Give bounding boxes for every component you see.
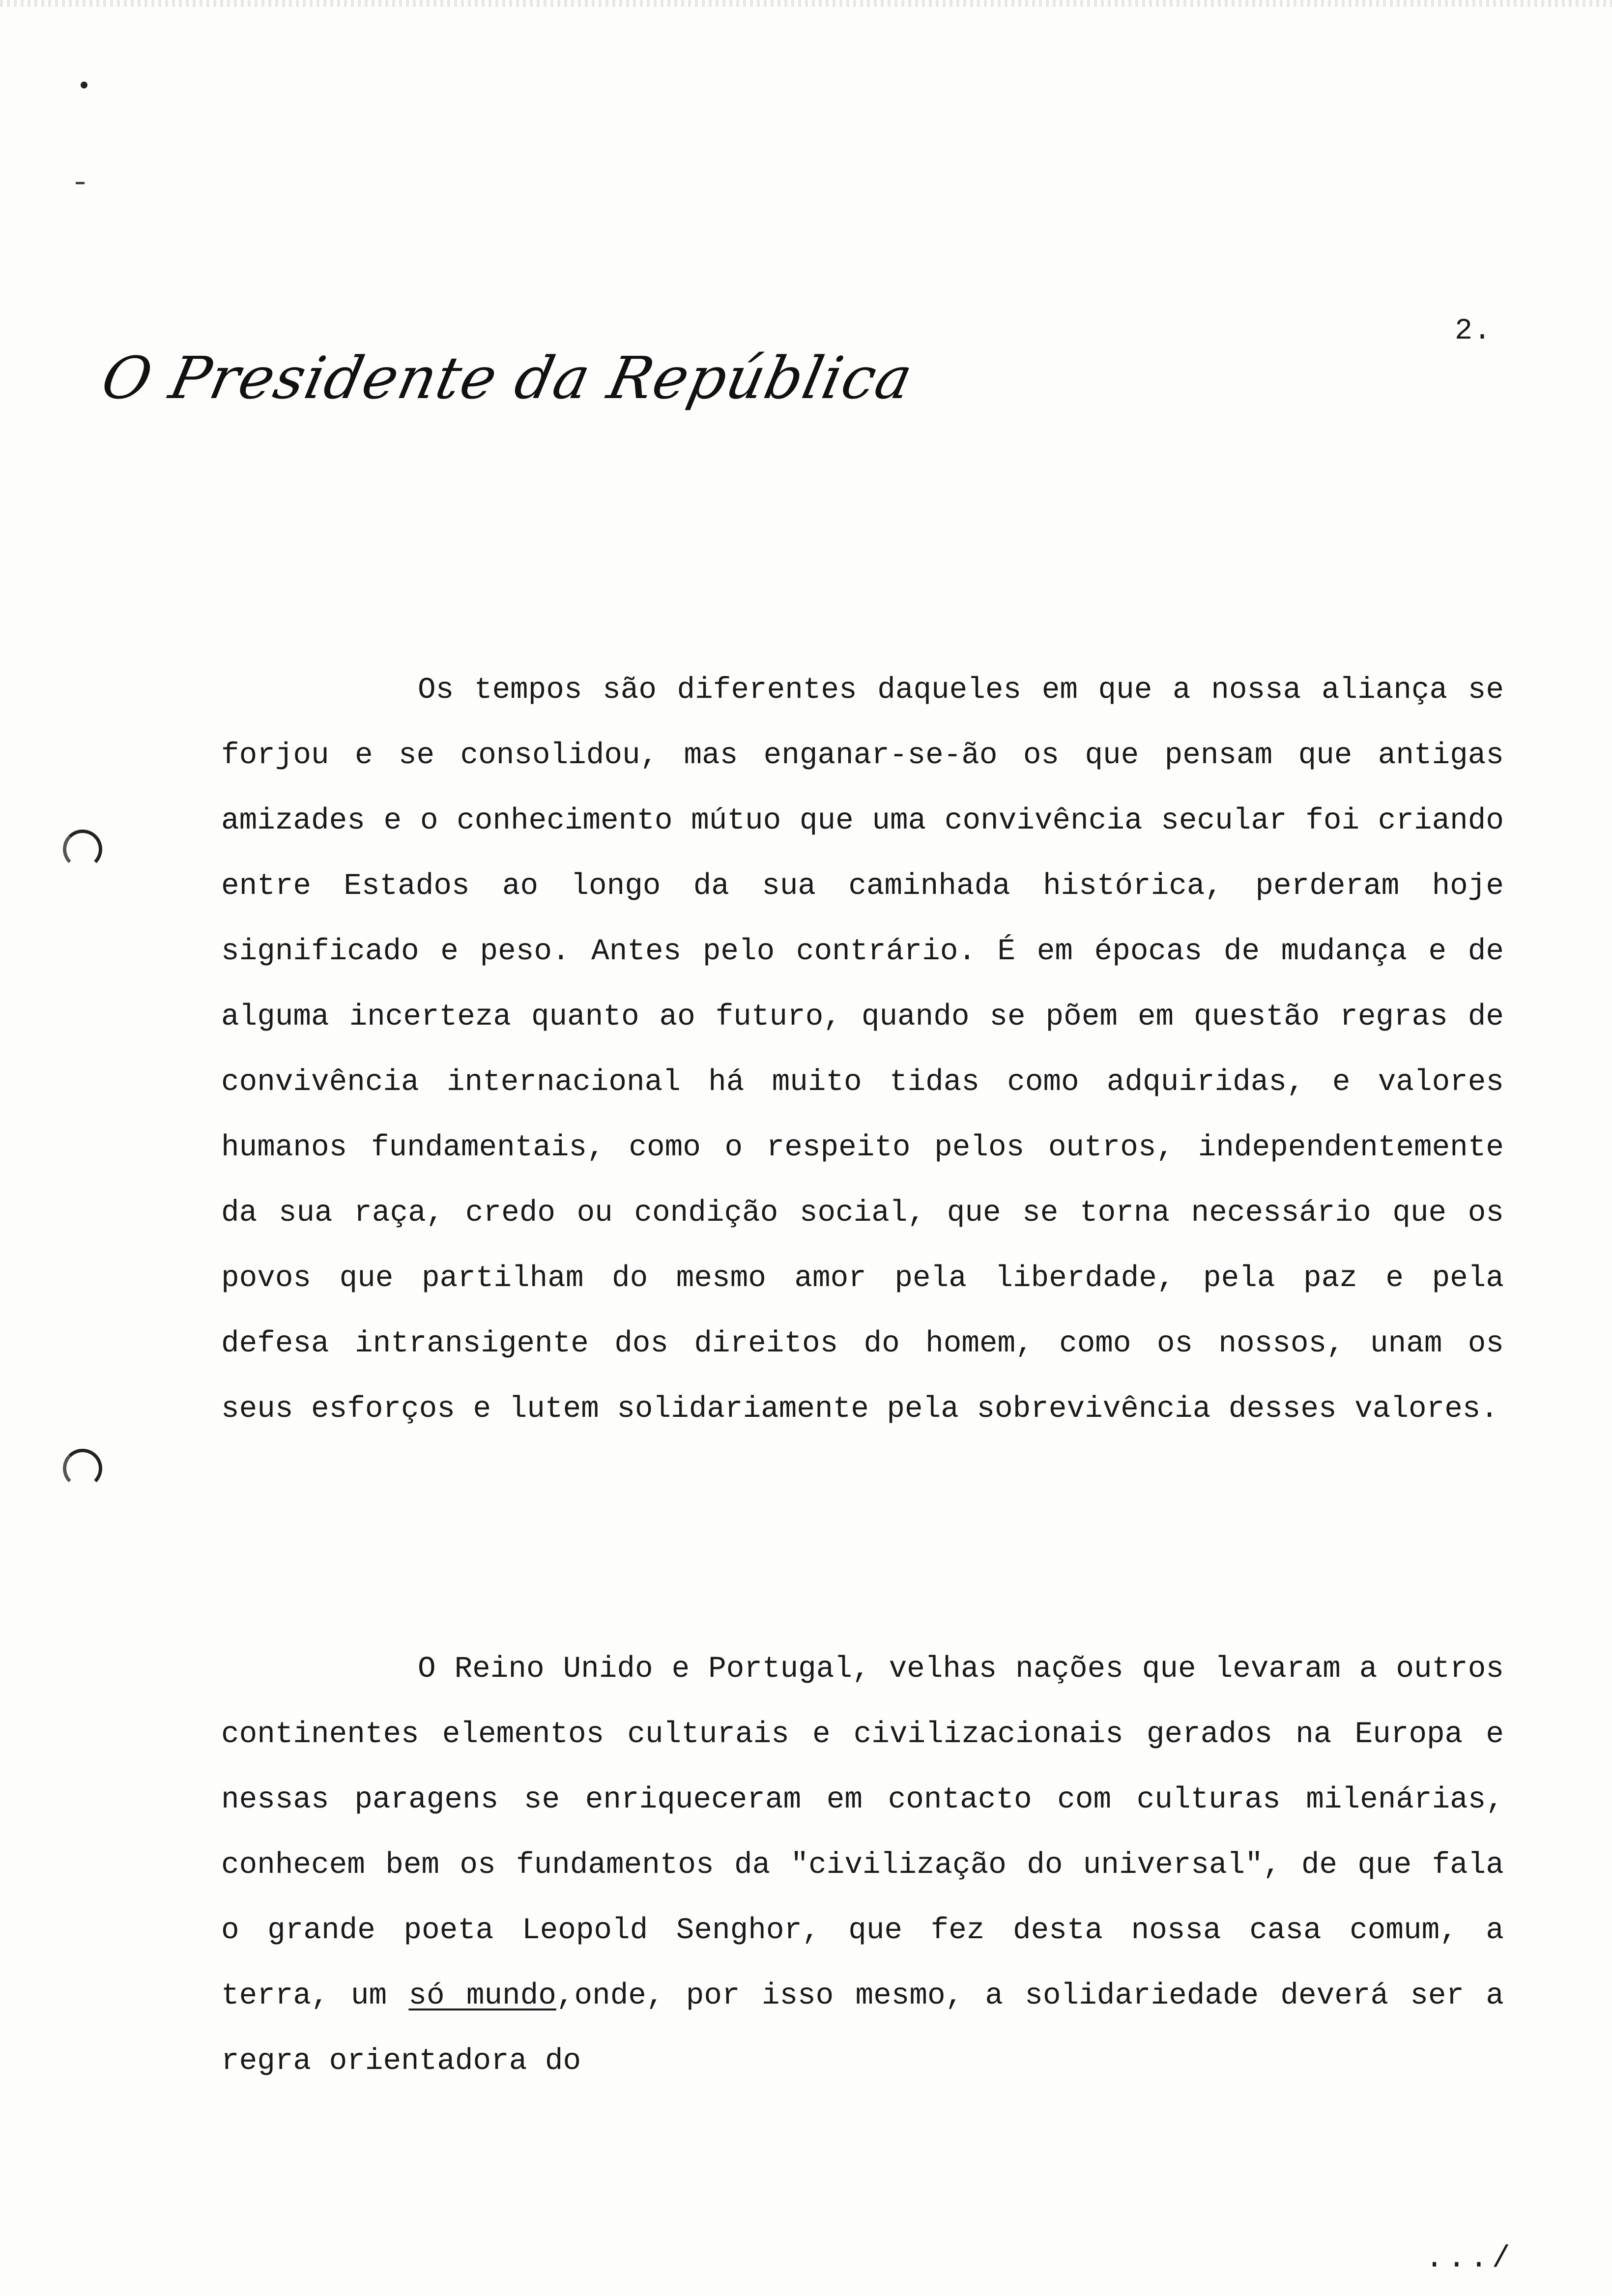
letterhead-title: O Presidente da República <box>96 344 920 412</box>
punch-hole-icon <box>63 1449 102 1488</box>
scan-mark-dash <box>76 182 85 184</box>
paragraph-2-text-before: O Reino Unido e Portugal, velhas nações que levaram a outros continentes elementos culturais e civilizacionais gerados na Europa e nessas paragens se enriqueceram em contacto com culturas milenárias, conhecem bem os fundamentos da "civilização do universal", de que fala o grande poeta Leopold Senghor, que fez desta nossa casa comum, a terra, um <box>221 1652 1504 2013</box>
paragraph-1 <box>221 658 1504 1442</box>
page-number: 2. <box>1455 315 1493 348</box>
paragraph-1-text: Os tempos são diferentes daqueles em que a nossa aliança se forjou e se consolidou, mas enganar-se-ão os que pensam que antigas amizades e o conhecimento mútuo que uma convivência secular foi criando entre Estados ao longo da sua caminhada histórica, perderam hoje significado e peso. Antes pelo contrário. É em épocas de mudança e de alguma incerteza quanto ao futuro, quando se põem em questão regras de convivência internacional há muito tidas como adquiridas, e valores humanos fundamentais, como o respeito pelos outros, independentemente da sua raça, credo ou condição social, que se torna necessário que os povos que partilham do mesmo amor pela liberdade, pela paz e pela defesa intransigente dos direitos do homem, como os nossos, unam os seus esforços e lutem solidariamente pela sobrevivência desses valores. <box>221 673 1504 1426</box>
paragraph-2 <box>221 1636 1504 2094</box>
scan-mark-dot <box>81 82 87 88</box>
punch-hole-icon <box>63 830 102 869</box>
continuation-mark: .../ <box>1425 2241 1514 2276</box>
paragraph-2-underlined-phrase: só mundo <box>408 1979 556 2013</box>
paragraph-2-text-after: ,onde, por isso mesmo, a solidariedade deverá ser a regra orientadora do <box>221 1979 1504 2078</box>
scan-top-edge <box>0 0 1612 7</box>
